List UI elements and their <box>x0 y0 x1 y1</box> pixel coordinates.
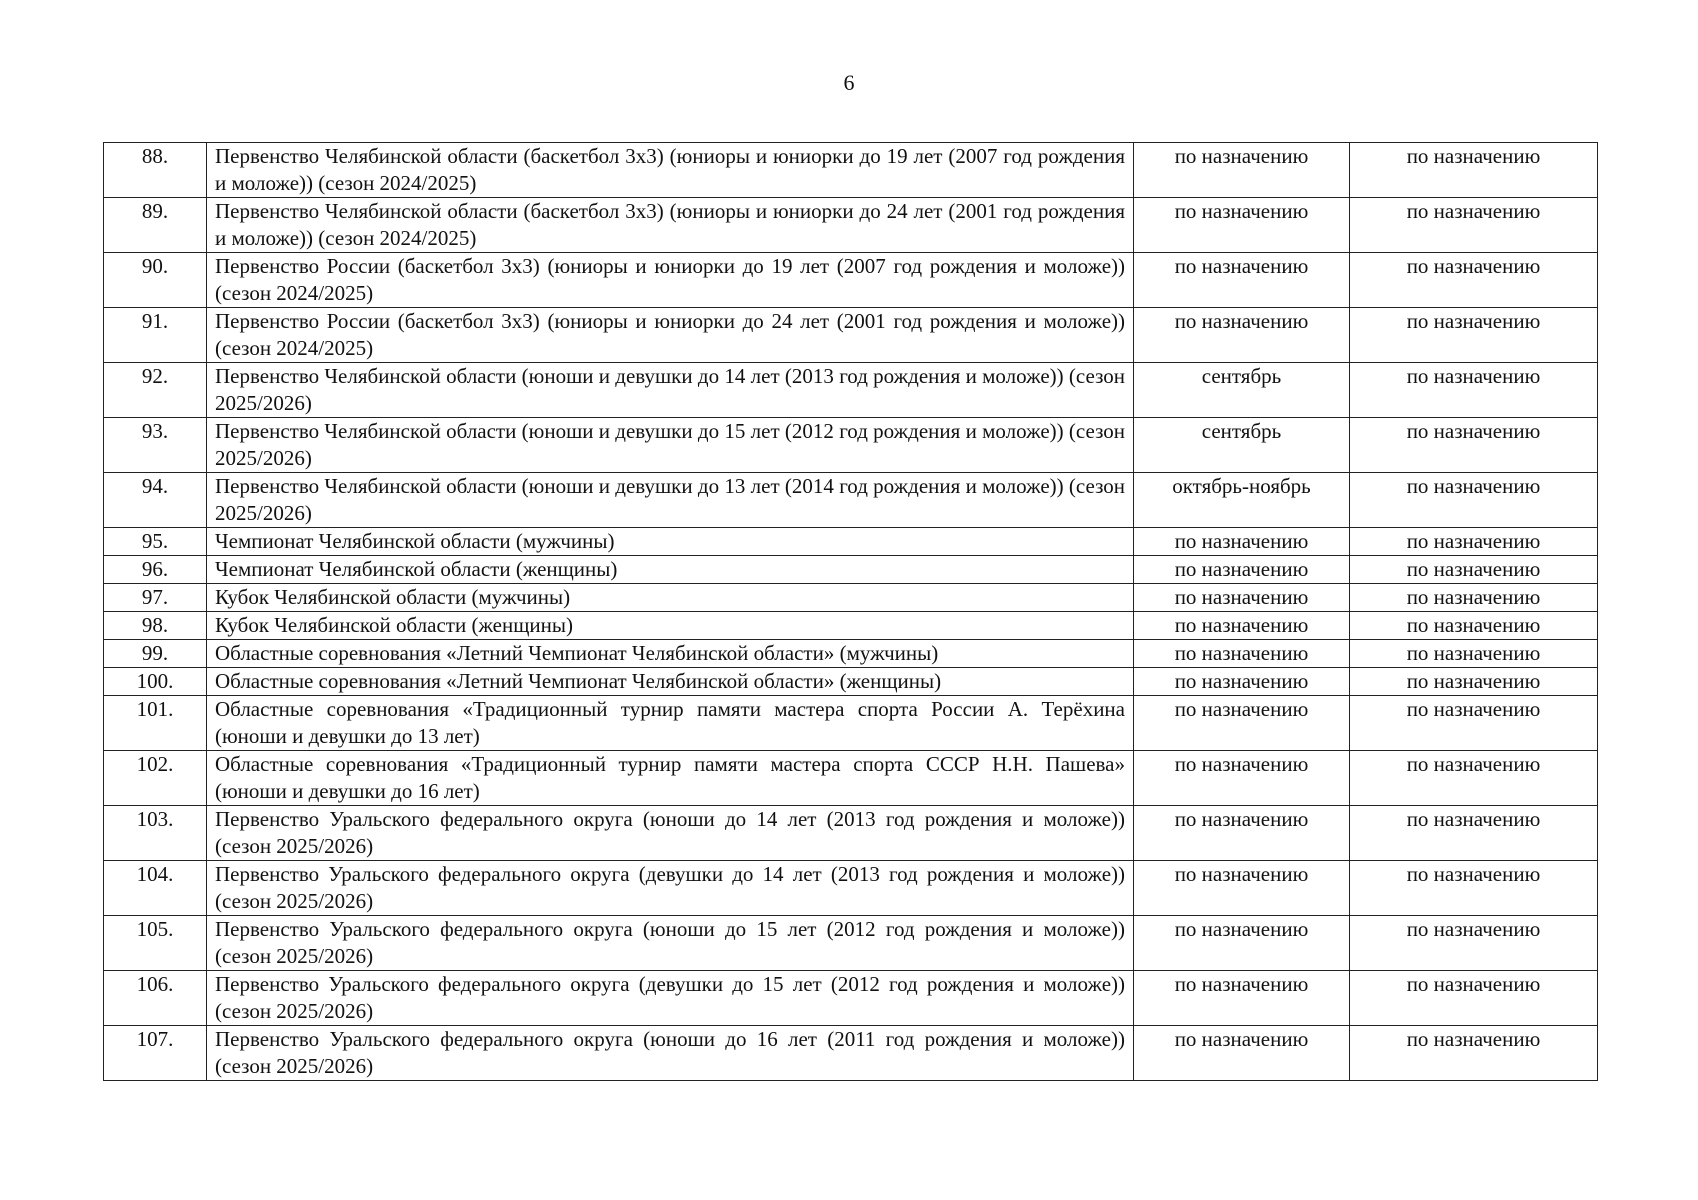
event-name: Чемпионат Челябинской области (мужчины) <box>207 528 1134 556</box>
table-row <box>104 861 1598 916</box>
event-date: октябрь-ноябрь <box>1134 473 1350 528</box>
row-number: 96. <box>104 556 207 584</box>
event-place: по назначению <box>1350 473 1598 528</box>
event-place: по назначению <box>1350 143 1598 198</box>
table-row <box>104 751 1598 806</box>
event-name: Кубок Челябинской области (женщины) <box>207 612 1134 640</box>
event-place: по назначению <box>1350 556 1598 584</box>
event-date: по назначению <box>1134 308 1350 363</box>
row-number: 90. <box>104 253 207 308</box>
event-date: по назначению <box>1134 696 1350 751</box>
row-number: 92. <box>104 363 207 418</box>
table-row <box>104 198 1598 253</box>
row-number: 104. <box>104 861 207 916</box>
event-place: по назначению <box>1350 418 1598 473</box>
event-name: Первенство Челябинской области (баскетбол 3х3) (юниоры и юниорки до 19 лет (2007 год рождения и моложе)) (сезон 2024/2025) <box>207 143 1134 198</box>
event-place: по назначению <box>1350 696 1598 751</box>
event-place: по назначению <box>1350 198 1598 253</box>
event-place: по назначению <box>1350 363 1598 418</box>
row-number: 102. <box>104 751 207 806</box>
event-name: Первенство Уральского федерального округа (девушки до 15 лет (2012 год рождения и моложе)) (сезон 2025/2026) <box>207 971 1134 1026</box>
table-row <box>104 308 1598 363</box>
table-row <box>104 668 1598 696</box>
event-place: по назначению <box>1350 861 1598 916</box>
row-number: 91. <box>104 308 207 363</box>
page-number: 6 <box>843 70 855 95</box>
row-number: 101. <box>104 696 207 751</box>
event-place: по назначению <box>1350 1026 1598 1081</box>
table-row <box>104 473 1598 528</box>
event-name: Первенство Челябинской области (юноши и девушки до 14 лет (2013 год рождения и моложе)) (сезон 2025/2026) <box>207 363 1134 418</box>
table-row <box>104 253 1598 308</box>
event-name: Областные соревнования «Летний Чемпионат Челябинской области» (мужчины) <box>207 640 1134 668</box>
row-number: 100. <box>104 668 207 696</box>
event-name: Первенство Челябинской области (баскетбол 3х3) (юниоры и юниорки до 24 лет (2001 год рождения и моложе)) (сезон 2024/2025) <box>207 198 1134 253</box>
event-place: по назначению <box>1350 971 1598 1026</box>
event-date: по назначению <box>1134 861 1350 916</box>
event-name: Областные соревнования «Летний Чемпионат Челябинской области» (женщины) <box>207 668 1134 696</box>
table-row <box>104 916 1598 971</box>
event-date: сентябрь <box>1134 418 1350 473</box>
table-row <box>104 556 1598 584</box>
event-place: по назначению <box>1350 612 1598 640</box>
event-place: по назначению <box>1350 308 1598 363</box>
event-date: по назначению <box>1134 612 1350 640</box>
event-name: Первенство Уральского федерального округа (девушки до 14 лет (2013 год рождения и моложе)) (сезон 2025/2026) <box>207 861 1134 916</box>
event-date: по назначению <box>1134 528 1350 556</box>
table-row <box>104 806 1598 861</box>
table-row <box>104 363 1598 418</box>
table-row <box>104 971 1598 1026</box>
event-name: Первенство Уральского федерального округа (юноши до 16 лет (2011 год рождения и моложе)) (сезон 2025/2026) <box>207 1026 1134 1081</box>
event-name: Первенство России (баскетбол 3х3) (юниоры и юниорки до 24 лет (2001 год рождения и моложе)) (сезон 2024/2025) <box>207 308 1134 363</box>
event-place: по назначению <box>1350 528 1598 556</box>
row-number: 105. <box>104 916 207 971</box>
event-name: Областные соревнования «Традиционный турнир памяти мастера спорта России А. Терёхина (юноши и девушки до 13 лет) <box>207 696 1134 751</box>
event-date: по назначению <box>1134 971 1350 1026</box>
row-number: 103. <box>104 806 207 861</box>
table-row <box>104 696 1598 751</box>
event-name: Первенство России (баскетбол 3х3) (юниоры и юниорки до 19 лет (2007 год рождения и моложе)) (сезон 2024/2025) <box>207 253 1134 308</box>
row-number: 95. <box>104 528 207 556</box>
event-date: сентябрь <box>1134 363 1350 418</box>
row-number: 89. <box>104 198 207 253</box>
event-name: Кубок Челябинской области (мужчины) <box>207 584 1134 612</box>
event-name: Первенство Уральского федерального округа (юноши до 15 лет (2012 год рождения и моложе)) (сезон 2025/2026) <box>207 916 1134 971</box>
event-date: по назначению <box>1134 668 1350 696</box>
row-number: 88. <box>104 143 207 198</box>
event-name: Чемпионат Челябинской области (женщины) <box>207 556 1134 584</box>
event-date: по назначению <box>1134 751 1350 806</box>
event-date: по назначению <box>1134 806 1350 861</box>
events-table <box>103 142 1598 1081</box>
row-number: 99. <box>104 640 207 668</box>
row-number: 98. <box>104 612 207 640</box>
row-number: 94. <box>104 473 207 528</box>
table-row <box>104 528 1598 556</box>
event-date: по назначению <box>1134 253 1350 308</box>
event-date: по назначению <box>1134 916 1350 971</box>
table-row <box>104 143 1598 198</box>
event-date: по назначению <box>1134 640 1350 668</box>
row-number: 97. <box>104 584 207 612</box>
event-place: по назначению <box>1350 668 1598 696</box>
event-date: по назначению <box>1134 198 1350 253</box>
event-name: Областные соревнования «Традиционный турнир памяти мастера спорта СССР Н.Н. Пашева» (юноши и девушки до 16 лет) <box>207 751 1134 806</box>
table-row <box>104 640 1598 668</box>
table-row <box>104 1026 1598 1081</box>
event-name: Первенство Челябинской области (юноши и девушки до 15 лет (2012 год рождения и моложе)) (сезон 2025/2026) <box>207 418 1134 473</box>
event-name: Первенство Челябинской области (юноши и девушки до 13 лет (2014 год рождения и моложе)) (сезон 2025/2026) <box>207 473 1134 528</box>
event-place: по назначению <box>1350 253 1598 308</box>
row-number: 106. <box>104 971 207 1026</box>
event-date: по назначению <box>1134 556 1350 584</box>
event-place: по назначению <box>1350 916 1598 971</box>
event-place: по назначению <box>1350 640 1598 668</box>
table-row <box>104 584 1598 612</box>
table-row <box>104 418 1598 473</box>
event-place: по назначению <box>1350 751 1598 806</box>
event-place: по назначению <box>1350 806 1598 861</box>
row-number: 107. <box>104 1026 207 1081</box>
table-row <box>104 612 1598 640</box>
row-number: 93. <box>104 418 207 473</box>
event-date: по назначению <box>1134 1026 1350 1081</box>
event-name: Первенство Уральского федерального округа (юноши до 14 лет (2013 год рождения и моложе)) (сезон 2025/2026) <box>207 806 1134 861</box>
event-place: по назначению <box>1350 584 1598 612</box>
event-date: по назначению <box>1134 143 1350 198</box>
event-date: по назначению <box>1134 584 1350 612</box>
